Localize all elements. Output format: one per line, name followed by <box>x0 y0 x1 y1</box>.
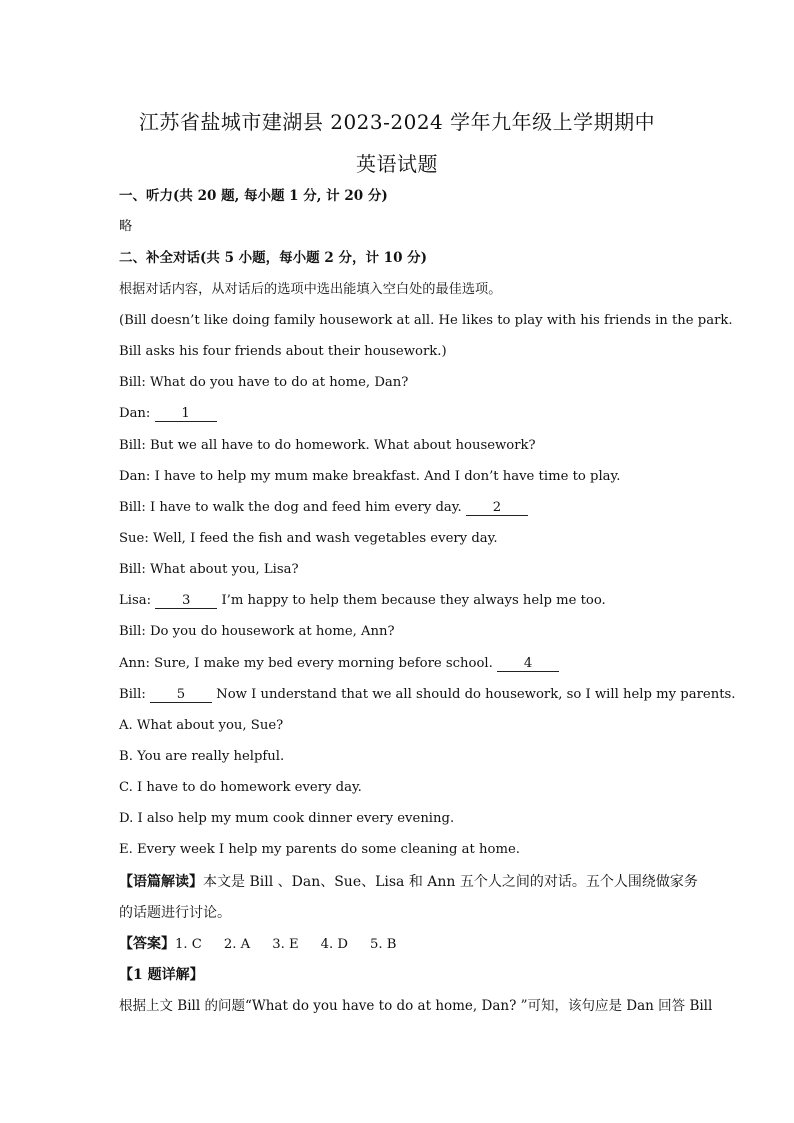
answers-label: 【答案】 <box>119 936 175 952</box>
answer-blank-3: 3 <box>155 593 217 609</box>
analysis-line-2: 的话题进行讨论。 <box>119 905 231 921</box>
answer-blank-1: 1 <box>155 406 217 422</box>
dialogue-line <box>119 560 679 580</box>
answer-blank-2: 2 <box>466 500 528 516</box>
dialogue-line <box>119 404 679 424</box>
section1-heading: 一、听力(共 20 题, 每小题 1 分, 计 20 分) <box>119 188 388 204</box>
context-line-2: Bill asks his four friends about their housework.) <box>119 344 447 359</box>
analysis-label: 【语篇解读】 <box>119 874 203 890</box>
document-subtitle: 英语试题 <box>356 152 438 176</box>
dialogue-line <box>119 467 679 487</box>
document-title: 江苏省盐城市建湖县 2023-2024 学年九年级上学期期中 <box>138 110 656 134</box>
answer-item: 2. A <box>223 937 251 952</box>
dialogue-text: Bill: I have to walk the dog and feed him every day. <box>119 500 466 515</box>
dialogue-text: Lisa: <box>119 593 156 608</box>
dialogue-text: Ann: Sure, I make my bed every morning before school. <box>119 656 498 671</box>
dialogue-text: Dan: <box>119 406 155 421</box>
dialogue-text: I’m happy to help them because they always help me too. <box>217 593 606 608</box>
dialogue-line <box>119 654 679 674</box>
context-line-1: (Bill doesn’t like doing family housework at all. He likes to play with his friends in the park. <box>119 313 733 328</box>
answer-item: 4. D <box>320 937 348 952</box>
section1-note: 略 <box>119 219 133 234</box>
dialogue-line <box>119 373 679 393</box>
option-e: E. Every week I help my parents do some cleaning at home. <box>119 842 520 857</box>
section2-heading: 二、补全对话(共 5 小题，每小题 2 分，计 10 分) <box>119 250 428 266</box>
option-b: B. You are really helpful. <box>119 749 285 764</box>
dialogue-line <box>119 498 679 518</box>
dialogue-text: Bill: Do you do housework at home, Ann? <box>119 624 395 639</box>
analysis-line-1 <box>119 872 698 892</box>
answer-blank-4: 4 <box>497 656 559 672</box>
dialogue-line <box>119 685 736 705</box>
option-d: D. I also help my mum cook dinner every evening. <box>119 811 455 826</box>
dialogue-text: Sue: Well, I feed the fish and wash vegetables every day. <box>119 531 498 546</box>
dialogue-text: Bill: <box>119 687 150 702</box>
dialogue-line <box>119 591 679 611</box>
dialogue-text: Bill: But we all have to do homework. What about housework? <box>119 438 536 453</box>
detail-text: 根据上文 Bill 的问题“What do you have to do at home, Dan? ”可知，该句应是 Dan 回答 Bill <box>119 998 713 1014</box>
analysis-text: 本文是 Bill 、Dan、Sue、Lisa 和 Ann 五个人之间的对话。五个人围绕做家务 <box>203 874 698 890</box>
answer-blank-5: 5 <box>150 687 212 703</box>
dialogue-text: Dan: I have to help my mum make breakfast. And I don’t have time to play. <box>119 469 621 484</box>
dialogue-line <box>119 622 679 642</box>
option-a: A. What about you, Sue? <box>119 718 284 733</box>
answer-item: 3. E <box>272 937 299 952</box>
dialogue-line <box>119 529 679 549</box>
answer-item: 5. B <box>369 937 397 952</box>
dialogue-text: Now I understand that we all should do housework, so I will help my parents. <box>211 687 736 702</box>
dialogue-line <box>119 436 679 456</box>
option-c: C. I have to do homework every day. <box>119 780 362 795</box>
section2-instruction: 根据对话内容，从对话后的选项中选出能填入空白处的最佳选项。 <box>119 282 502 297</box>
answers-line <box>119 934 679 955</box>
dialogue-text: Bill: What do you have to do at home, Dan? <box>119 375 409 390</box>
dialogue-text: Bill: What about you, Lisa? <box>119 562 299 577</box>
detail-label: 【1 题详解】 <box>119 967 204 983</box>
answer-item: 1. C <box>175 937 202 952</box>
